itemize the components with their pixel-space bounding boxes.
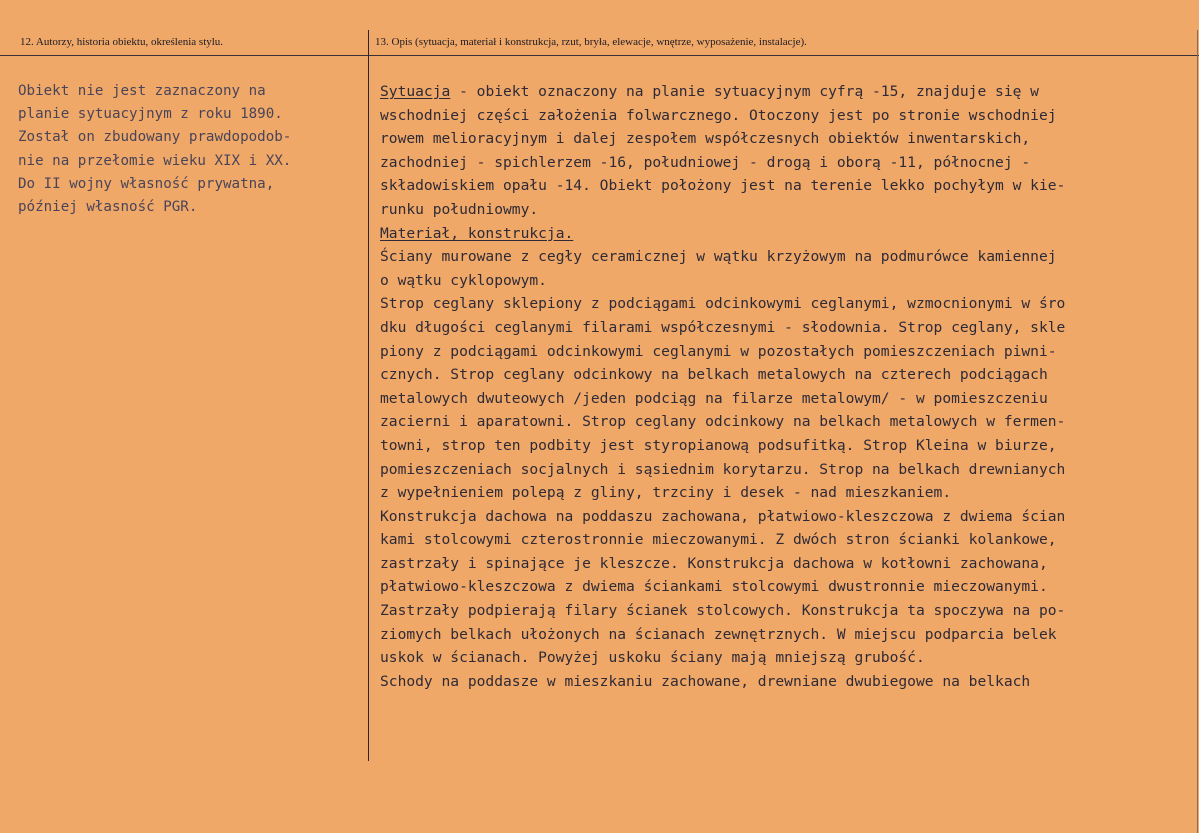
situation-first-line <box>380 80 1195 104</box>
material-heading-line <box>380 222 1195 246</box>
material-line: piony z podciągami odcinkowymi ceglanymi w pozostałych pomieszczeniach piwni- <box>380 342 1057 360</box>
material-line: dku długości ceglanymi filarami współczesnymi - słodownia. Strop ceglany, skle <box>380 318 1066 336</box>
situation-heading: Sytuacja <box>380 83 451 100</box>
material-line: pomieszczeniach socjalnych i sąsiednim korytarzu. Strop na belkach drewnianych <box>380 460 1066 478</box>
column-divider <box>368 30 369 761</box>
material-line: płatwiowo-kleszczowa z dwiema ściankami stolcowymi dwustronnie mieczowanymi. <box>380 578 1048 596</box>
material-line: z wypełnieniem polepą z gliny, trzciny i desek - nad mieszkaniem. <box>380 484 952 502</box>
material-line: Zastrzały podpierają filary ścianek stolcowych. Konstrukcja ta spoczywa na po- <box>380 602 1066 620</box>
history-line: nie na przełomie wieku XIX i XX. <box>18 152 292 169</box>
situation-line: runku południowmy. <box>380 200 539 218</box>
field12-header: 12. Autorzy, historia obiektu, określenia stylu. <box>20 36 224 48</box>
material-heading: Materiał, konstrukcja. <box>380 224 574 242</box>
situation-first-line-rest: - obiekt oznaczony na planie sytuacyjnym cyfrą -15, znajduje się w <box>450 83 1039 100</box>
material-line: Schody na poddasze w mieszkaniu zachowane, drewniane dwubiegowe na belkach <box>380 672 1031 690</box>
material-line: cznych. Strop ceglany odcinkowy na belkach metalowych na czterech podciągach <box>380 366 1048 384</box>
history-line: później własność PGR. <box>18 199 198 216</box>
material-line: zacierni i aparatowni. Strop ceglany odcinkowy na belkach metalowych w fermen- <box>380 413 1066 431</box>
material-line: Konstrukcja dachowa na poddaszu zachowana, płatwiowo-kleszczowa z dwiema ścian <box>380 507 1066 525</box>
situation-line: wschodniej części założenia folwarcznego. Otoczony jest po stronie wschodniej <box>380 106 1057 124</box>
material-line: Ściany murowane z cegły ceramicznej w wątku krzyżowym na podmurówce kamiennej <box>380 248 1057 266</box>
situation-line: rowem melioracyjnym i dalej zespołem współczesnych obiektów inwentarskich, <box>380 130 1031 148</box>
field13-header: 13. Opis (sytuacja, materiał i konstrukcja, rzut, bryła, elewacje, wnętrze, wyposażenie, instalacje). <box>375 36 807 48</box>
material-line: towni, strop ten podbity jest styropianową podsufitką. Strop Kleina w biurze, <box>380 436 1057 454</box>
material-line: metalowych dwuteowych /jeden podciąg na filarze metalowym/ - w pomieszczeniu <box>380 389 1048 407</box>
material-line: o wątku cyklopowym. <box>380 271 547 289</box>
history-line: Obiekt nie jest zaznaczony na <box>18 83 266 99</box>
history-line: planie sytuacyjnym z roku 1890. <box>18 106 283 123</box>
history-line: Został on zbudowany prawdopodob- <box>18 129 292 146</box>
right-edge-rule <box>1197 30 1198 833</box>
history-line: Do II wojny własność prywatna, <box>18 175 275 192</box>
material-line: kami stolcowymi czterostronnie mieczowanymi. Z dwóch stron ścianki kolankowe, <box>380 531 1057 549</box>
description-text <box>380 80 1195 693</box>
header-rule <box>0 55 1199 56</box>
material-line: uskok w ścianach. Powyżej uskoku ściany mają mniejszą grubość. <box>380 649 925 667</box>
situation-line: zachodniej - spichlerzem -16, południowej - drogą i oborą -11, północnej - <box>380 153 1031 171</box>
material-line: ziomych belkach ułożonych na ścianach zewnętrznych. W miejscu podparcia belek <box>380 625 1057 643</box>
material-line: Strop ceglany sklepiony z podciągami odcinkowymi ceglanymi, wzmocnionymi w śro <box>380 295 1066 313</box>
history-text <box>18 80 358 219</box>
situation-line: składowiskiem opału -14. Obiekt położony jest na terenie lekko pochyłym w kie- <box>380 177 1066 195</box>
material-line: zastrzały i spinające je kleszcze. Konstrukcja dachowa w kotłowni zachowana, <box>380 554 1048 572</box>
